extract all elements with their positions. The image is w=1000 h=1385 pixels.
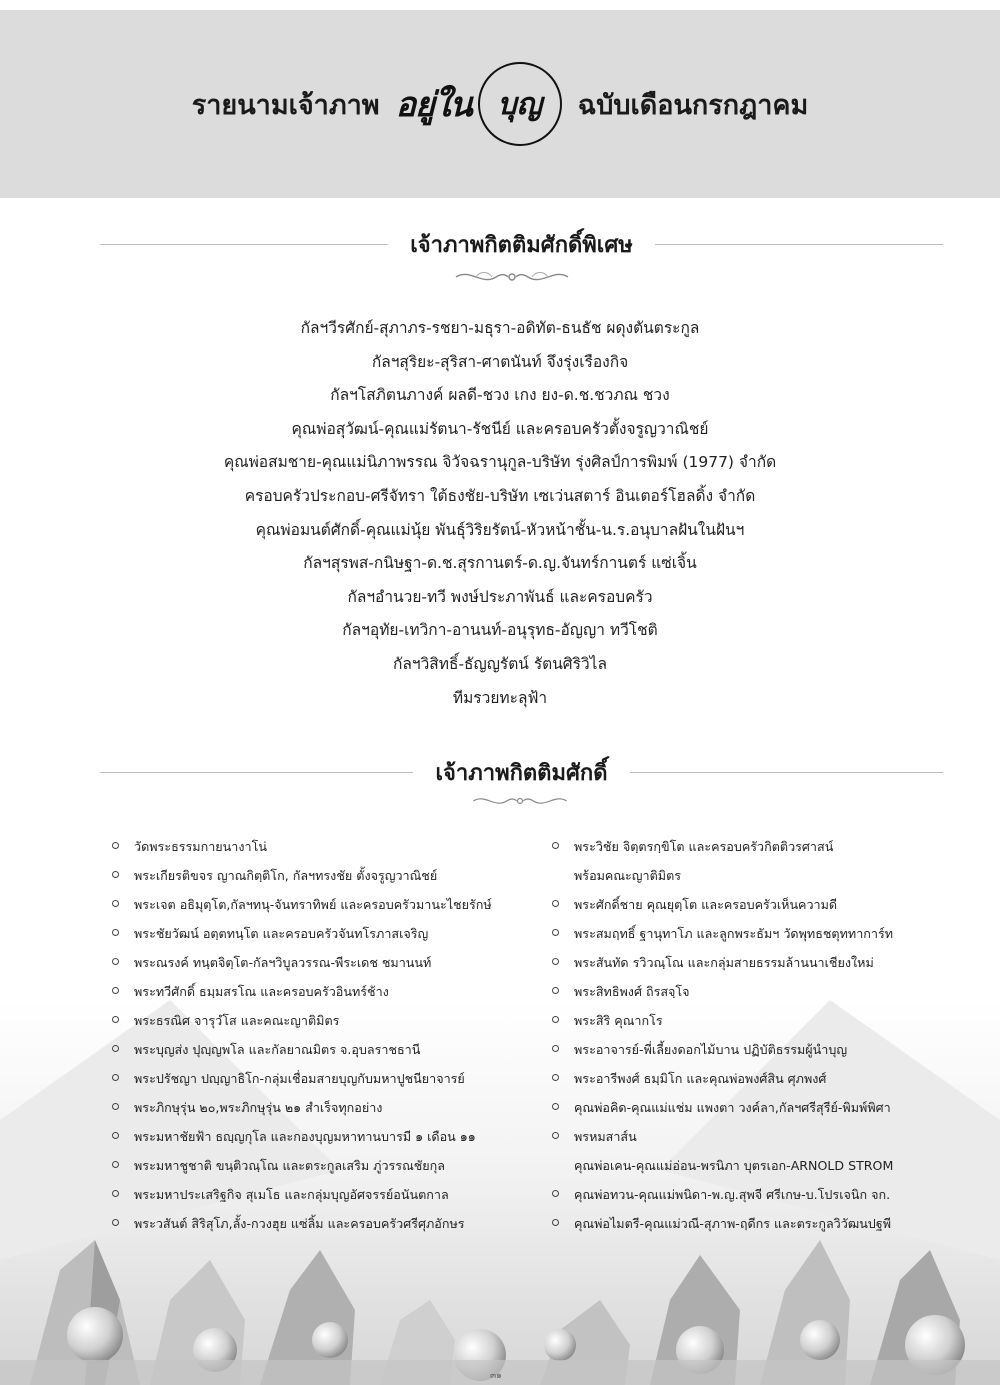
donor-name: วัดพระธรรมกายนางาโน่ bbox=[134, 839, 267, 854]
list-item bbox=[552, 919, 972, 948]
donor-name: พระชัยวัฒน์ อตฺตทนฺโต และครอบครัวจันทโรภาสเจริญ bbox=[134, 926, 429, 941]
special-donor: ครอบครัวประกอบ-ศรีจัทรา ใต้ธงชัย-บริษัท เซเว่นสตาร์ อินเตอร์โฮลดิ้ง จำกัด bbox=[244, 486, 756, 505]
donor-name: พระเกียรติขจร ญาณกิตฺติโก, กัลฯทรงชัย ตั้งจรูญวาณิชย์ bbox=[134, 868, 438, 883]
donor-name: พระอารีพงศ์ ธมฺมิโก และคุณพ่อพงศ์สิน ศุภพงศ์ bbox=[574, 1071, 827, 1086]
header-title-right: ฉบับเดือนกรกฎาคม bbox=[577, 89, 809, 121]
donor-name: คุณพ่อคิด-คุณแม่แช่ม แพงตา วงค์ลา,กัลฯศรีสุรีย์-พิมพ์พิศา bbox=[574, 1100, 891, 1115]
honorary-right-column bbox=[552, 832, 972, 1238]
flourish-ornament-icon bbox=[470, 790, 570, 812]
bullet-circle-icon bbox=[112, 1103, 119, 1110]
special-donor: กัลฯอำนวย-ทวี พงษ์ประภาพันธ์ และครอบครัว bbox=[347, 587, 653, 606]
donor-name: พระสิทธิพงศ์ ถิรสจฺโจ bbox=[574, 984, 690, 999]
list-item bbox=[112, 1035, 532, 1064]
special-donor: กัลฯโสภิตนภางค์ ผลดี-ชวง เกง ยง-ด.ช.ชวภณ ชวง bbox=[330, 386, 670, 405]
bullet-circle-icon bbox=[552, 1016, 559, 1023]
honorary-section-title: เจ้าภาพกิตติมศักดิ์ bbox=[435, 760, 608, 786]
donor-name: คุณพ่อเคน-คุณแม่อ่อน-พรนิภา บุตรเอก-ARNOLD STROM bbox=[574, 1158, 894, 1173]
list-item bbox=[112, 948, 532, 977]
donor-name: พระปรัชญา ปญฺญาธิโก-กลุ่มเชื่อมสายบุญกับมหาปูชนียาจารย์ bbox=[134, 1071, 465, 1086]
list-item-continuation bbox=[552, 861, 972, 890]
heading-rule-left bbox=[100, 772, 413, 773]
bullet-circle-icon bbox=[112, 1219, 119, 1226]
header-title-left: รายนามเจ้าภาพ bbox=[191, 89, 380, 121]
page-number: ๓๑ bbox=[490, 1371, 502, 1381]
list-item bbox=[552, 1035, 972, 1064]
list-item bbox=[112, 1006, 532, 1035]
donor-name: พระบุญส่ง ปุญฺญพโล และกัลยาณมิตร จ.อุบลราชธานี bbox=[134, 1042, 421, 1057]
list-item bbox=[112, 977, 532, 1006]
honorary-left-column bbox=[112, 832, 532, 1238]
list-item-continuation bbox=[552, 1151, 972, 1180]
donor-name: คุณพ่อทวน-คุณแม่พนิดา-พ.ญ.สุพจี ศรีเกษ-บ.โปรเจนิก จก. bbox=[574, 1187, 891, 1202]
logo-circle bbox=[478, 62, 562, 146]
list-item bbox=[112, 1064, 532, 1093]
bullet-circle-icon bbox=[552, 1132, 559, 1139]
list-item bbox=[552, 1209, 972, 1238]
bullet-circle-icon bbox=[552, 1103, 559, 1110]
donor-name: พระภิกษุรุ่น ๒๐,พระภิกษุรุ่น ๒๑ สำเร็จทุกอย่าง bbox=[134, 1100, 383, 1115]
donor-name: คุณพ่อไมตรี-คุณแม่วณี-สุภาพ-ฤดีกร และตระกูลวิวัฒนปฐพี bbox=[574, 1216, 892, 1231]
special-donor-list bbox=[150, 312, 850, 715]
bullet-circle-icon bbox=[112, 987, 119, 994]
bullet-circle-icon bbox=[112, 1132, 119, 1139]
list-item bbox=[552, 948, 972, 977]
honorary-section-heading bbox=[100, 752, 943, 792]
heading-rule-right bbox=[655, 244, 943, 245]
list-item bbox=[112, 1180, 532, 1209]
logo-word: อยู่ใน bbox=[395, 85, 472, 125]
donor-name: พระธรณิศ จารุวํโส และคณะญาติมิตร bbox=[134, 1013, 340, 1028]
list-item bbox=[112, 890, 532, 919]
heading-rule-right bbox=[630, 772, 943, 773]
donor-name: พระทวีศักดิ์ ธมฺมสรโณ และครอบครัวอินทร์ช้าง bbox=[134, 984, 389, 999]
list-item bbox=[112, 1093, 532, 1122]
bullet-circle-icon bbox=[552, 900, 559, 907]
flourish-ornament-icon bbox=[452, 266, 572, 288]
list-item bbox=[112, 919, 532, 948]
bullet-circle-icon bbox=[112, 1074, 119, 1081]
donor-name: พระสันทัด รวิวณฺโณ และกลุ่มสายธรรมล้านนาเชียงใหม่ bbox=[574, 955, 874, 970]
bullet-circle-icon bbox=[112, 871, 119, 878]
donor-name: พระมหาชัยฟ้า ธญฺญกุโล และกองบุญมหาทานบารมี ๑ เดือน ๑๑ bbox=[134, 1129, 476, 1144]
list-item bbox=[112, 1151, 532, 1180]
list-item bbox=[552, 890, 972, 919]
special-donor: กัลฯวีรศักย์-สุภาภร-รชยา-มธุรา-อดิทัต-ธนธัช ผดุงตันตระกูล bbox=[300, 319, 700, 337]
donor-name: พร้อมคณะญาติมิตร bbox=[574, 868, 682, 883]
bullet-circle-icon bbox=[112, 1161, 119, 1168]
list-item bbox=[552, 1180, 972, 1209]
list-item bbox=[552, 1093, 972, 1122]
bullet-circle-icon bbox=[552, 929, 559, 936]
logo-circle-text: บุญ bbox=[497, 86, 543, 122]
donor-name: พระมหาประเสริฐกิจ สุเมโธ และกลุ่มบุญอัศจรรย์อนันตกาล bbox=[134, 1187, 449, 1202]
special-donor: คุณพ่อมนต์ศักดิ์-คุณแม่นุ้ย พันธุ์วิริยรัตน์-หัวหน้าชั้น-น.ร.อนุบาลฝันในฝันฯ bbox=[255, 520, 745, 539]
special-donor: คุณพ่อสุวัฒน์-คุณแม่รัตนา-รัชนีย์ และครอบครัวตั้งจรูญวาณิชย์ bbox=[291, 419, 709, 438]
bullet-circle-icon bbox=[112, 1190, 119, 1197]
header-banner bbox=[0, 10, 1000, 198]
donor-name: พระศักดิ์ชาย คุณยุตฺโต และครอบครัวเห็นความดี bbox=[574, 897, 838, 912]
special-donor: กัลฯสุรพส-กนิษฐา-ด.ช.สุรกานตร์-ด.ญ.จันทร์กานตร์ แซ่เจิ้น bbox=[303, 554, 697, 573]
bullet-circle-icon bbox=[112, 842, 119, 849]
bullet-circle-icon bbox=[552, 1190, 559, 1197]
list-item bbox=[112, 861, 532, 890]
list-item bbox=[552, 977, 972, 1006]
special-donor: คุณพ่อสมชาย-คุณแม่นิภาพรรณ จิวัจฉรานุกูล-บริษัท รุ่งศิลป์การพิมพ์ (1977) จำกัด bbox=[223, 453, 777, 472]
donor-name: พระณรงค์ ทนฺตจิตฺโต-กัลฯวิบูลวรรณ-พีระเดช ชมานนท์ bbox=[134, 955, 432, 970]
special-donor: กัลฯอุทัย-เทวิกา-อานนท์-อนุรุทธ-อัญญา ทวีโชติ bbox=[342, 621, 658, 640]
donor-name: พระวสันต์ สิริสุโภ,ลั้ง-กวงฮุย แซ่ลิ้ม และครอบครัวศรีศุภอักษร bbox=[134, 1216, 465, 1231]
heading-rule-left bbox=[100, 244, 388, 245]
bullet-circle-icon bbox=[112, 958, 119, 965]
bullet-circle-icon bbox=[112, 900, 119, 907]
list-item bbox=[112, 832, 532, 861]
bullet-circle-icon bbox=[552, 958, 559, 965]
bullet-circle-icon bbox=[112, 1045, 119, 1052]
list-item bbox=[552, 832, 972, 861]
bullet-circle-icon bbox=[112, 1016, 119, 1023]
list-item bbox=[552, 1006, 972, 1035]
donor-name: พระมหาชูชาติ ขนฺติวณฺโณ และตระกูลเสริม ภู่วรรณชัยกุล bbox=[134, 1158, 446, 1173]
bullet-circle-icon bbox=[552, 987, 559, 994]
special-section-heading bbox=[100, 224, 943, 264]
special-donor: กัลฯวิสิทธิ์-ธัญญรัตน์ รัตนศิริวิไล bbox=[393, 654, 607, 673]
list-item bbox=[112, 1209, 532, 1238]
bullet-circle-icon bbox=[552, 1074, 559, 1081]
magazine-logo bbox=[396, 62, 562, 146]
donor-name: พระสมฤทธิ์ ฐานุทาโภ และลูกพระธัมฯ วัดพุทธชตุททาการ์ท bbox=[574, 926, 894, 941]
special-section-title: เจ้าภาพกิตติมศักดิ์พิเศษ bbox=[410, 232, 633, 258]
bullet-circle-icon bbox=[112, 929, 119, 936]
list-item bbox=[552, 1122, 972, 1151]
bullet-circle-icon bbox=[552, 1045, 559, 1052]
bullet-circle-icon bbox=[552, 842, 559, 849]
donor-name: พรหมสาส์น bbox=[574, 1129, 637, 1144]
list-item bbox=[552, 1064, 972, 1093]
donor-name: พระอาจารย์-พี่เลี้ยงดอกไม้บาน ปฏิบัติธรรมผู้นำบุญ bbox=[574, 1042, 848, 1057]
donor-name: พระวิชัย จิตฺตรกฺขิโต และครอบครัวกิตติวรศาสน์ bbox=[574, 839, 834, 854]
list-item bbox=[112, 1122, 532, 1151]
donor-name: พระเจต อธิมุตฺโต,กัลฯทนุ-จันทราทิพย์ และครอบครัวมานะไชยรักษ์ bbox=[134, 897, 492, 912]
special-donor: ทีมรวยทะลุฟ้า bbox=[452, 688, 548, 707]
header-title-row bbox=[0, 10, 1000, 198]
donor-name: พระสิริ คุณากโร bbox=[574, 1013, 663, 1028]
special-donor: กัลฯสุริยะ-สุริสา-ศาตนันท์ จึงรุ่งเรืองกิจ bbox=[371, 352, 629, 371]
bullet-circle-icon bbox=[552, 1219, 559, 1226]
